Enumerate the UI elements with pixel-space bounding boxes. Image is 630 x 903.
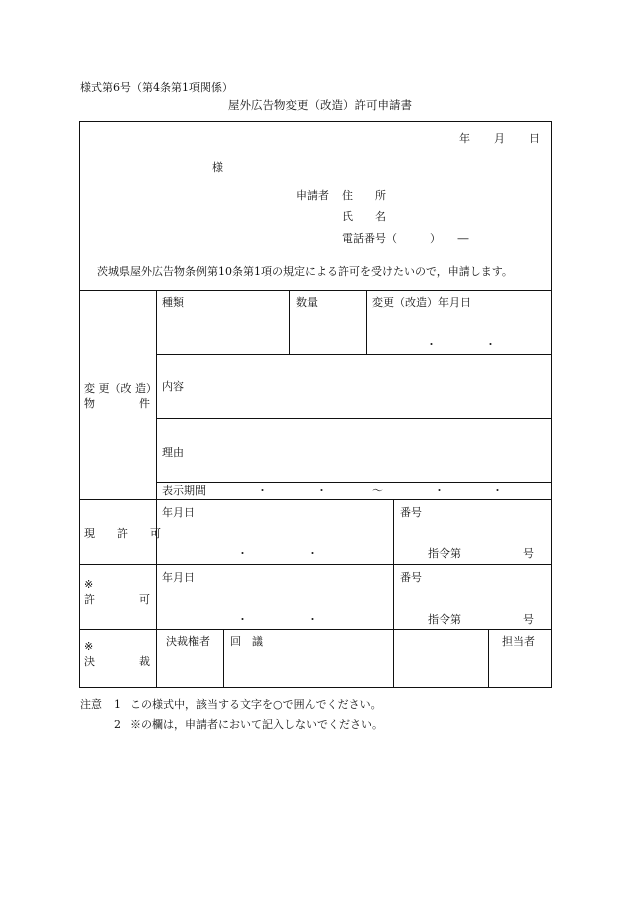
form-number: 様式第6号（第4条第1項関係） [80, 81, 233, 94]
address-label: 住 所 [342, 189, 386, 202]
period-dot-1: ・ [257, 484, 268, 497]
period-dot-3: ・ [434, 484, 445, 497]
change-label-line2: 物 件 [84, 397, 150, 410]
table-top-border [79, 121, 551, 122]
change-date-dot-1: ・ [426, 338, 437, 351]
content-label: 内容 [162, 380, 184, 393]
current-section-bottom [79, 564, 551, 565]
quantity-label: 数量 [296, 296, 318, 309]
date-number-divider [393, 499, 394, 687]
application-statement: 茨城県屋外広告物条例第10条第1項の規定による許可を受けたいので，申請します。 [97, 265, 513, 278]
note-1-number: 1 [114, 698, 121, 711]
header-divider [79, 290, 551, 291]
authority-label: 決裁権者 [166, 635, 210, 648]
current-order-prefix: 指令第 [428, 547, 461, 560]
applicant-label: 申請者 [296, 189, 329, 202]
current-date-label: 年月日 [162, 506, 195, 519]
permit-date-label: 年月日 [162, 571, 195, 584]
current-order-suffix: 号 [523, 547, 534, 560]
label-column-divider [156, 290, 157, 687]
person-divider [488, 629, 489, 687]
reason-label: 理由 [162, 446, 184, 459]
reason-row-divider [156, 482, 551, 483]
decision-mark: ※ [84, 640, 94, 653]
quantity-date-divider [366, 290, 367, 354]
permit-date-dot-2: ・ [307, 613, 318, 626]
note-1-text: この様式中，該当する文字を○で囲んでください。 [130, 698, 382, 711]
permit-section-bottom [79, 629, 551, 630]
table-bottom-border [79, 687, 551, 688]
period-range-mark: ～ [372, 484, 383, 497]
permit-order-prefix: 指令第 [428, 613, 461, 626]
name-label: 氏 名 [342, 210, 386, 223]
kind-row-divider [156, 354, 551, 355]
permit-mark: ※ [84, 578, 94, 591]
permit-date-dot-1: ・ [237, 613, 248, 626]
current-number-label: 番号 [400, 506, 422, 519]
circulation-label: 回 議 [230, 635, 263, 648]
permit-number-label: 番号 [400, 571, 422, 584]
change-section-bottom [79, 499, 551, 500]
notes-prefix: 注意 [80, 698, 102, 711]
addressee-suffix: 様 [212, 161, 223, 174]
period-dot-2: ・ [316, 484, 327, 497]
permit-label: 許 可 [84, 593, 150, 606]
year-label: 年 [459, 132, 470, 145]
period-dot-4: ・ [492, 484, 503, 497]
phone-label: 電話番号（ ） ― [342, 232, 469, 245]
authority-divider [223, 629, 224, 687]
day-label: 日 [529, 132, 540, 145]
table-left-border [79, 121, 80, 688]
display-period-label: 表示期間 [162, 484, 206, 497]
person-label: 担当者 [502, 635, 535, 648]
current-date-dot-2: ・ [307, 547, 318, 560]
change-date-dot-2: ・ [485, 338, 496, 351]
table-right-border [551, 121, 552, 688]
month-label: 月 [494, 132, 505, 145]
current-permit-label: 現 許 可 [84, 527, 161, 540]
note-2-number: 2 [114, 718, 121, 731]
note-2-text: ※の欄は，申請者において記入しないでください。 [130, 718, 383, 731]
content-row-divider [156, 418, 551, 419]
change-label-line1: 変 更（改 造） [84, 382, 157, 395]
decision-label: 決 裁 [84, 655, 150, 668]
kind-label: 種類 [162, 296, 184, 309]
change-date-label: 変更（改造）年月日 [372, 296, 471, 309]
kind-quantity-divider [289, 290, 290, 354]
form-title: 屋外広告物変更（改造）許可申請書 [228, 98, 412, 112]
current-date-dot-1: ・ [237, 547, 248, 560]
permit-order-suffix: 号 [523, 613, 534, 626]
